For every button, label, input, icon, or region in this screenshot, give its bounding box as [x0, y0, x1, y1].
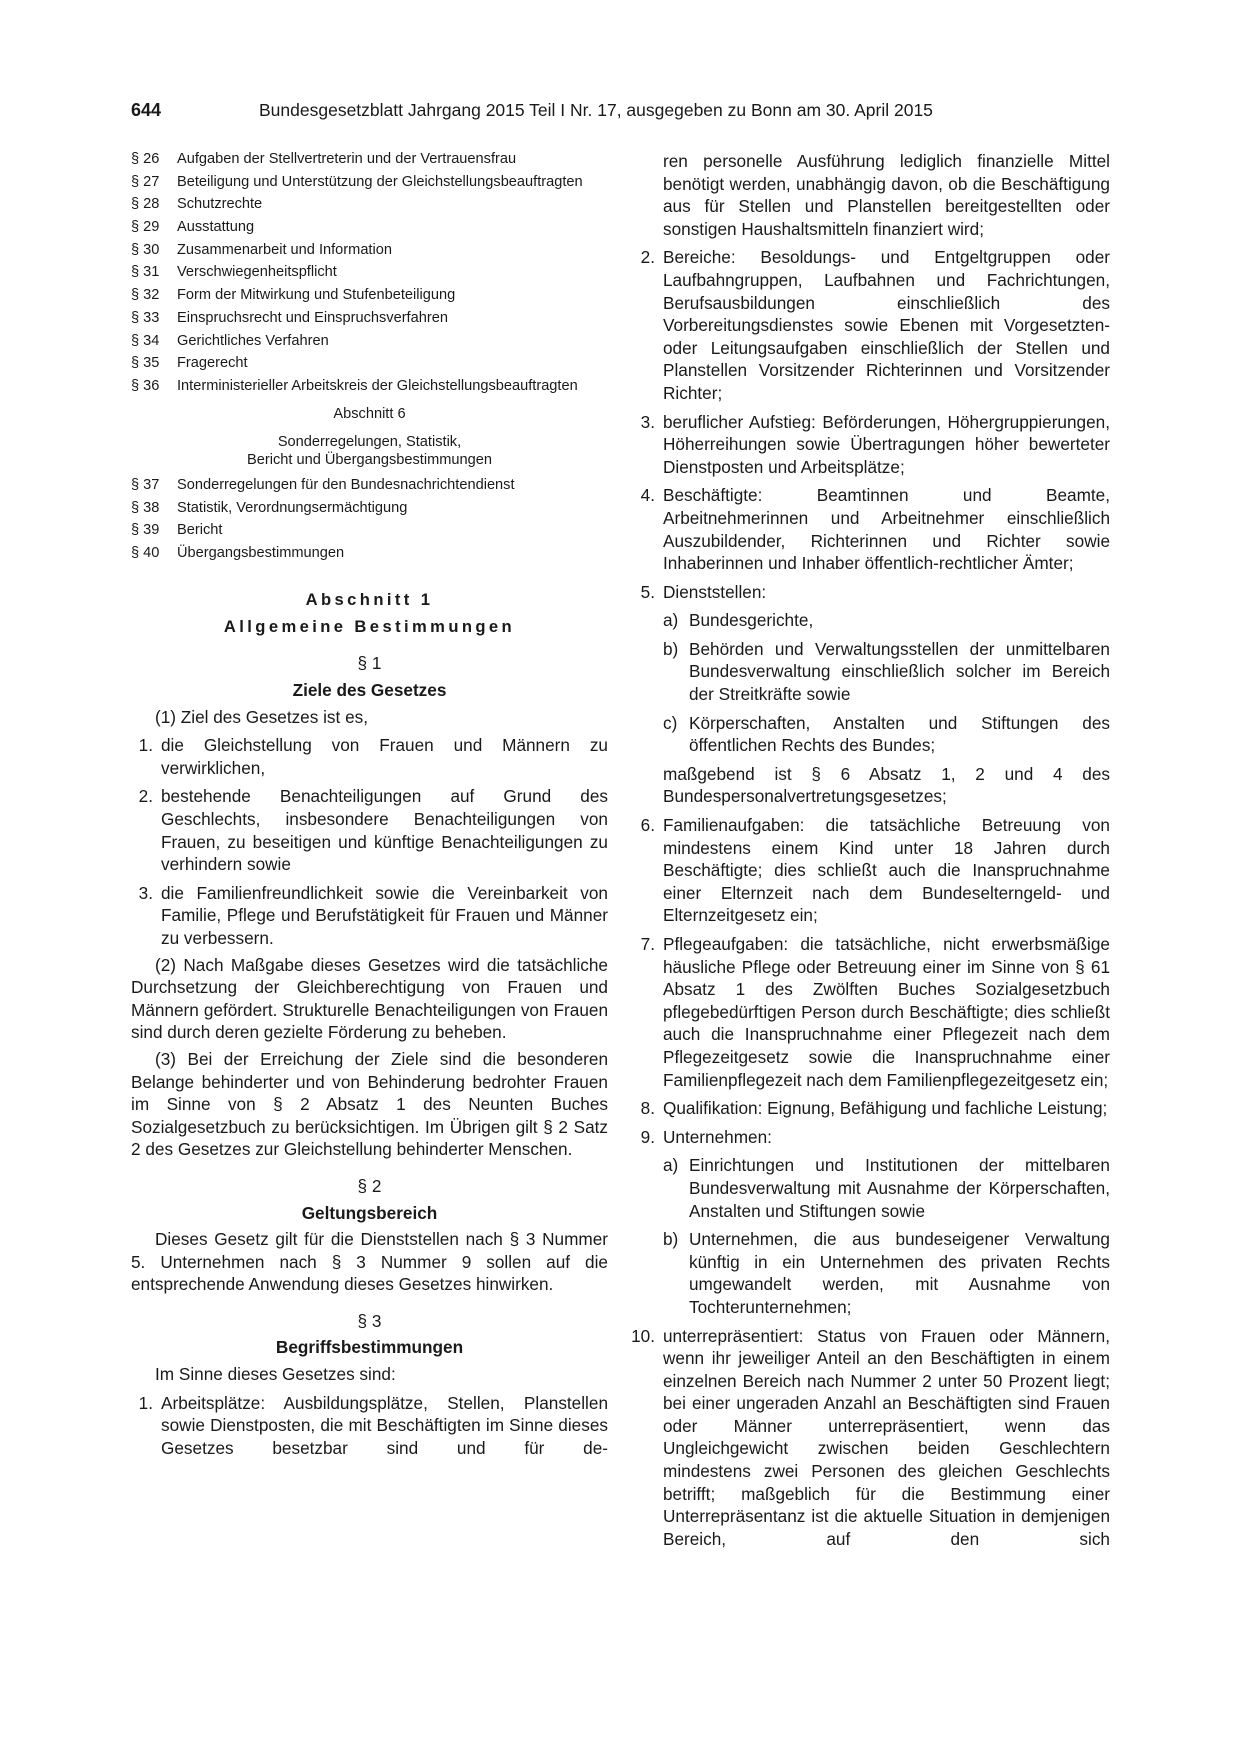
- list-item: [131, 1392, 608, 1460]
- toc-entry-title: Verschwiegenheitspflicht: [177, 264, 337, 281]
- toc-entry-number: § 28: [131, 196, 160, 213]
- gazette-title: Bundesgesetzblatt Jahrgang 2015 Teil I Nr. 17, ausgegeben zu Bonn am 30. April 2015: [259, 100, 933, 120]
- list-item-number: 10.: [631, 1325, 655, 1346]
- list-item: [633, 1126, 1110, 1149]
- list-item: [633, 411, 1110, 479]
- list-item: [633, 484, 1110, 574]
- list-item-text: unterrepräsentiert: Status von Frauen oder Männern, wenn ihr jeweiliger Anteil an den Beschäftigten in einem einzelnen Bereich nach Nummer 2 unter 50 Prozent liegt; bei einer ungeraden Anzahl an Beschäftigten sind Frauen oder Männer unterrepräsentiert, wenn das Ungleichgewicht zwischen beiden Geschlechtern mindestens zwei Personen des gleichen Geschlechts betrifft; maßgeblich für die Bestimmung einer Unterrepräsentanz ist die aktuelle Situation in demjenigen Bereich, auf den sich: [663, 1325, 1110, 1549]
- p1-absatz-3: (3) Bei der Erreichung der Ziele sind die besonderen Belange behinderter und von Behinderung bedrohter Frauen im Sinne von § 2 Absatz 1 des Neunten Buches Sozialgesetzbuch zu berücksichtigen. Im Übrigen gilt § 2 Satz 2 des Gesetzes zur Gleichstellung behinderter Menschen.: [131, 1048, 608, 1160]
- list-item-number: 2.: [138, 786, 153, 807]
- page-header: [131, 100, 1121, 126]
- toc-entry: [131, 521, 608, 540]
- list-item: [633, 1097, 1110, 1120]
- toc-entry-title: Einspruchsrecht und Einspruchsverfahren: [177, 309, 448, 326]
- toc-entry: [131, 286, 608, 305]
- list-item-text: Bereiche: Besoldungs- und Entgeltgruppen oder Laufbahngruppen, Laufbahnen und Fachrichtungen, Berufsausbildungen einschließlich des Vorbereitungsdienstes sowie Ebenen mit Vorgesetzten- oder Leitungsaufgaben einschließlich der Stellen und Planstellen Vorsitzender Richterinnen und Vorsitzender Richter;: [663, 247, 1110, 403]
- toc-section-title-line2: Bericht und Übergangsbestimmungen: [247, 452, 492, 469]
- toc-section-title-line1: Sonderregelungen, Statistik,: [277, 433, 462, 450]
- list-item: [633, 246, 1110, 404]
- list-item-number: 1.: [138, 735, 153, 756]
- toc-entry-title: Bericht: [177, 522, 223, 539]
- list-item-text: beruflicher Aufstieg: Beförderungen, Höhergruppierungen, Höherreihungen sowie Übertragungen höher bewerteter Dienstposten und Arbeitsplätze;: [663, 411, 1110, 477]
- right-column: [633, 150, 1110, 1550]
- list-item-number: 9.: [640, 1126, 655, 1147]
- list-item-number: 4.: [640, 485, 655, 506]
- list-item: [633, 581, 1110, 604]
- p1-absatz-2: (2) Nach Maßgabe dieses Gesetzes wird die tatsächliche Durchsetzung der Gleichberechtigung von Frauen und Männern gefördert. Strukturelle Benachteiligungen von Frauen sind durch deren gezielte Förderung zu beheben.: [131, 954, 608, 1043]
- paragraph-symbol-2: § 2: [357, 1175, 382, 1196]
- sub-list-item: [663, 1228, 1110, 1318]
- list-item: [131, 785, 608, 875]
- toc-entry: [131, 173, 608, 192]
- sub-list-item-letter: c): [663, 712, 678, 733]
- toc-entry-title: Beteiligung und Unterstützung der Gleichstellungsbeauftragten: [177, 173, 583, 190]
- toc-entry-number: § 32: [131, 287, 160, 304]
- list-item-text: Dienststellen:: [663, 581, 767, 602]
- toc-entry-title: Statistik, Verordnungsermächtigung: [177, 499, 408, 516]
- p3-item5-continuation: maßgebend ist § 6 Absatz 1, 2 und 4 des Bundespersonalvertretungsgesetzes;: [663, 763, 1110, 807]
- sub-list-item-letter: a): [663, 610, 679, 631]
- toc-entry: [131, 241, 608, 260]
- list-item-text: Familienaufgaben: die tatsächliche Betreuung von mindestens einem Kind unter 18 Jahren durch Beschäftigte; dies schließt auch die Inanspruchnahme einer Elternzeit nach dem Bundeselterngeld- und Elternzeitgesetz ein;: [663, 815, 1110, 926]
- toc-entry-title: Form der Mitwirkung und Stufenbeteiligung: [177, 287, 456, 304]
- toc-entry-number: § 38: [131, 499, 160, 516]
- toc-entry-number: § 26: [131, 151, 160, 167]
- toc-entry: [131, 263, 608, 282]
- list-item-text: Arbeitsplätze: Ausbildungsplätze, Stellen, Planstellen sowie Dienstposten, die mit Beschäftigten im Sinne dieses Gesetzes besetzbar sind und für de-: [161, 1392, 608, 1458]
- toc-entry-title: Übergangsbestimmungen: [177, 544, 345, 561]
- list-item-number: 3.: [138, 882, 153, 903]
- list-item-text: bestehende Benachteiligungen auf Grund des Geschlechts, insbesondere Benachteiligungen von Frauen, zu beseitigen und künftige Benachteiligungen zu verhindern sowie: [161, 786, 608, 875]
- toc-entry-number: § 35: [131, 355, 160, 372]
- toc-entry-title: Zusammenarbeit und Information: [177, 241, 392, 258]
- toc-entry-number: § 37: [131, 476, 160, 493]
- p3-intro: Im Sinne dieses Gesetzes sind:: [155, 1364, 396, 1385]
- left-column: [131, 150, 608, 1459]
- sub-list-item: [663, 638, 1110, 706]
- toc-entry: [131, 354, 608, 373]
- paragraph-title-2: Geltungsbereich: [301, 1202, 438, 1223]
- list-item-number: 1.: [138, 1392, 153, 1413]
- toc-entry-title: Ausstattung: [177, 219, 255, 236]
- toc-entry-title: Fragerecht: [177, 355, 248, 372]
- sub-list-item-letter: a): [663, 1155, 679, 1176]
- sub-list-item: [663, 609, 1110, 632]
- sub-list-item-text: Bundesgerichte,: [689, 610, 814, 631]
- toc-entry-number: § 36: [131, 377, 160, 394]
- list-item-number: 7.: [640, 934, 655, 954]
- page-number: 644: [131, 100, 162, 120]
- list-item-text: Unternehmen:: [663, 1126, 772, 1147]
- paragraph-symbol-1: § 1: [357, 653, 382, 674]
- toc-entry: [131, 150, 608, 169]
- sub-list-item-text: Einrichtungen und Institutionen der mittelbaren Bundesverwaltung mit Ausnahme der Körperschaften, Anstalten und Stiftungen sowie: [689, 1155, 1110, 1221]
- sub-list-item-text: Körperschaften, Anstalten und Stiftungen des öffentlichen Rechts des Bundes;: [689, 712, 1110, 756]
- sub-list-item-text: Behörden und Verwaltungsstellen der unmittelbaren Bundesverwaltung einschließlich solcher im Bereich der Streitkräfte sowie: [689, 638, 1110, 705]
- section-label: Abschnitt 1: [305, 590, 434, 610]
- list-item-text: Beschäftigte: Beamtinnen und Beamte, Arbeitnehmerinnen und Arbeitnehmer einschließlich Auszubildender, Richterinnen und Richter sowie Inhaberinnen und Inhaber öffentlich-rechtlicher Ämter;: [663, 485, 1110, 574]
- table-of-contents: [131, 150, 608, 562]
- toc-entry-title: Gerichtliches Verfahren: [177, 332, 329, 349]
- list-item: [131, 734, 608, 779]
- list-item-text: die Familienfreundlichkeit sowie die Vereinbarkeit von Familie, Pflege und Berufstätigkeit für Frauen und Männer zu verbessern.: [161, 882, 608, 948]
- sub-list-item-letter: b): [663, 1229, 679, 1250]
- toc-entry-title: Schutzrechte: [177, 196, 263, 213]
- list-item: [633, 1325, 1110, 1551]
- toc-entry: [131, 332, 608, 351]
- toc-entry: [131, 377, 608, 396]
- sub-list-item-text: Unternehmen, die aus bundeseigener Verwaltung künftig in ein Unternehmen des privaten Rechts umgewandelt werden, mit Ausnahme von Tochterunternehmen;: [689, 1229, 1110, 1317]
- sub-list-item-letter: b): [663, 638, 679, 659]
- toc-entry-number: § 39: [131, 522, 160, 539]
- toc-entry-number: § 34: [131, 332, 160, 349]
- list-item-text: die Gleichstellung von Frauen und Männern zu verwirklichen,: [161, 735, 608, 778]
- list-item-number: 5.: [640, 581, 655, 602]
- toc-entry: [131, 499, 608, 518]
- list-item-number: 2.: [640, 247, 655, 268]
- p2-text: Dieses Gesetz gilt für die Dienststellen nach § 3 Nummer 5. Unternehmen nach § 3 Nummer 9 sollen auf die entsprechende Anwendung dieses Gesetzes hinwirken.: [131, 1229, 608, 1295]
- paragraph-title-3: Begriffsbestimmungen: [275, 1337, 464, 1358]
- toc-entry-number: § 33: [131, 309, 160, 326]
- list-item-number: 8.: [640, 1098, 655, 1119]
- toc-entry: [131, 544, 608, 563]
- list-item: [633, 814, 1110, 927]
- toc-entry: [131, 309, 608, 328]
- paragraph-symbol-3: § 3: [357, 1310, 382, 1331]
- section-title: Allgemeine Bestimmungen: [223, 617, 516, 637]
- list-item-number: 6.: [640, 815, 655, 836]
- toc-entry: [131, 195, 608, 214]
- list-item-text: Pflegeaufgaben: die tatsächliche, nicht erwerbsmäßige häusliche Pflege oder Betreuung einer im Sinne von § 61 Absatz 1 des Zwölften Buches Sozialgesetzbuch pflegebedürftigen Person durch Beschäftigte; dies schließt auch die Inanspruchnahme einer Pflegezeit nach dem Pflegezeitgesetz sowie die Inanspruchnahme einer Familienpflegezeit nach dem Familienpflegezeitgesetz ein;: [663, 934, 1110, 1090]
- toc-entry-number: § 40: [131, 544, 160, 561]
- list-item: [633, 933, 1110, 1091]
- p1-intro: (1) Ziel des Gesetzes ist es,: [155, 706, 369, 727]
- sub-list-item: [663, 712, 1110, 757]
- toc-entry: [131, 218, 608, 237]
- paragraph-title-1: Ziele des Gesetzes: [292, 680, 447, 701]
- toc-entry-title: Aufgaben der Stellvertreterin und der Vertrauensfrau: [177, 151, 517, 167]
- list-item-text: Qualifikation: Eignung, Befähigung und fachliche Leistung;: [663, 1098, 1108, 1119]
- p3-item1-continuation: ren personelle Ausführung lediglich finanzielle Mittel benötigt werden, unabhängig davon, ob die Beschäftigung aus für Stellen und Planstellen bereitgestellten oder sonstigen Haushaltsmitteln finanziert wird;: [663, 151, 1110, 239]
- toc-entry: [131, 476, 608, 495]
- toc-entry-number: § 29: [131, 219, 160, 236]
- toc-entry-title: Interministerieller Arbeitskreis der Gleichstellungsbeauftragten: [177, 377, 578, 394]
- toc-entry-number: § 30: [131, 241, 160, 258]
- list-item: [131, 882, 608, 950]
- list-item-number: 3.: [640, 411, 655, 432]
- sub-list-item: [663, 1154, 1110, 1222]
- toc-entry-number: § 27: [131, 173, 160, 190]
- toc-entry-title: Sonderregelungen für den Bundesnachrichtendienst: [177, 476, 515, 493]
- toc-entry-number: § 31: [131, 264, 160, 281]
- toc-section-label: Abschnitt 6: [333, 406, 406, 423]
